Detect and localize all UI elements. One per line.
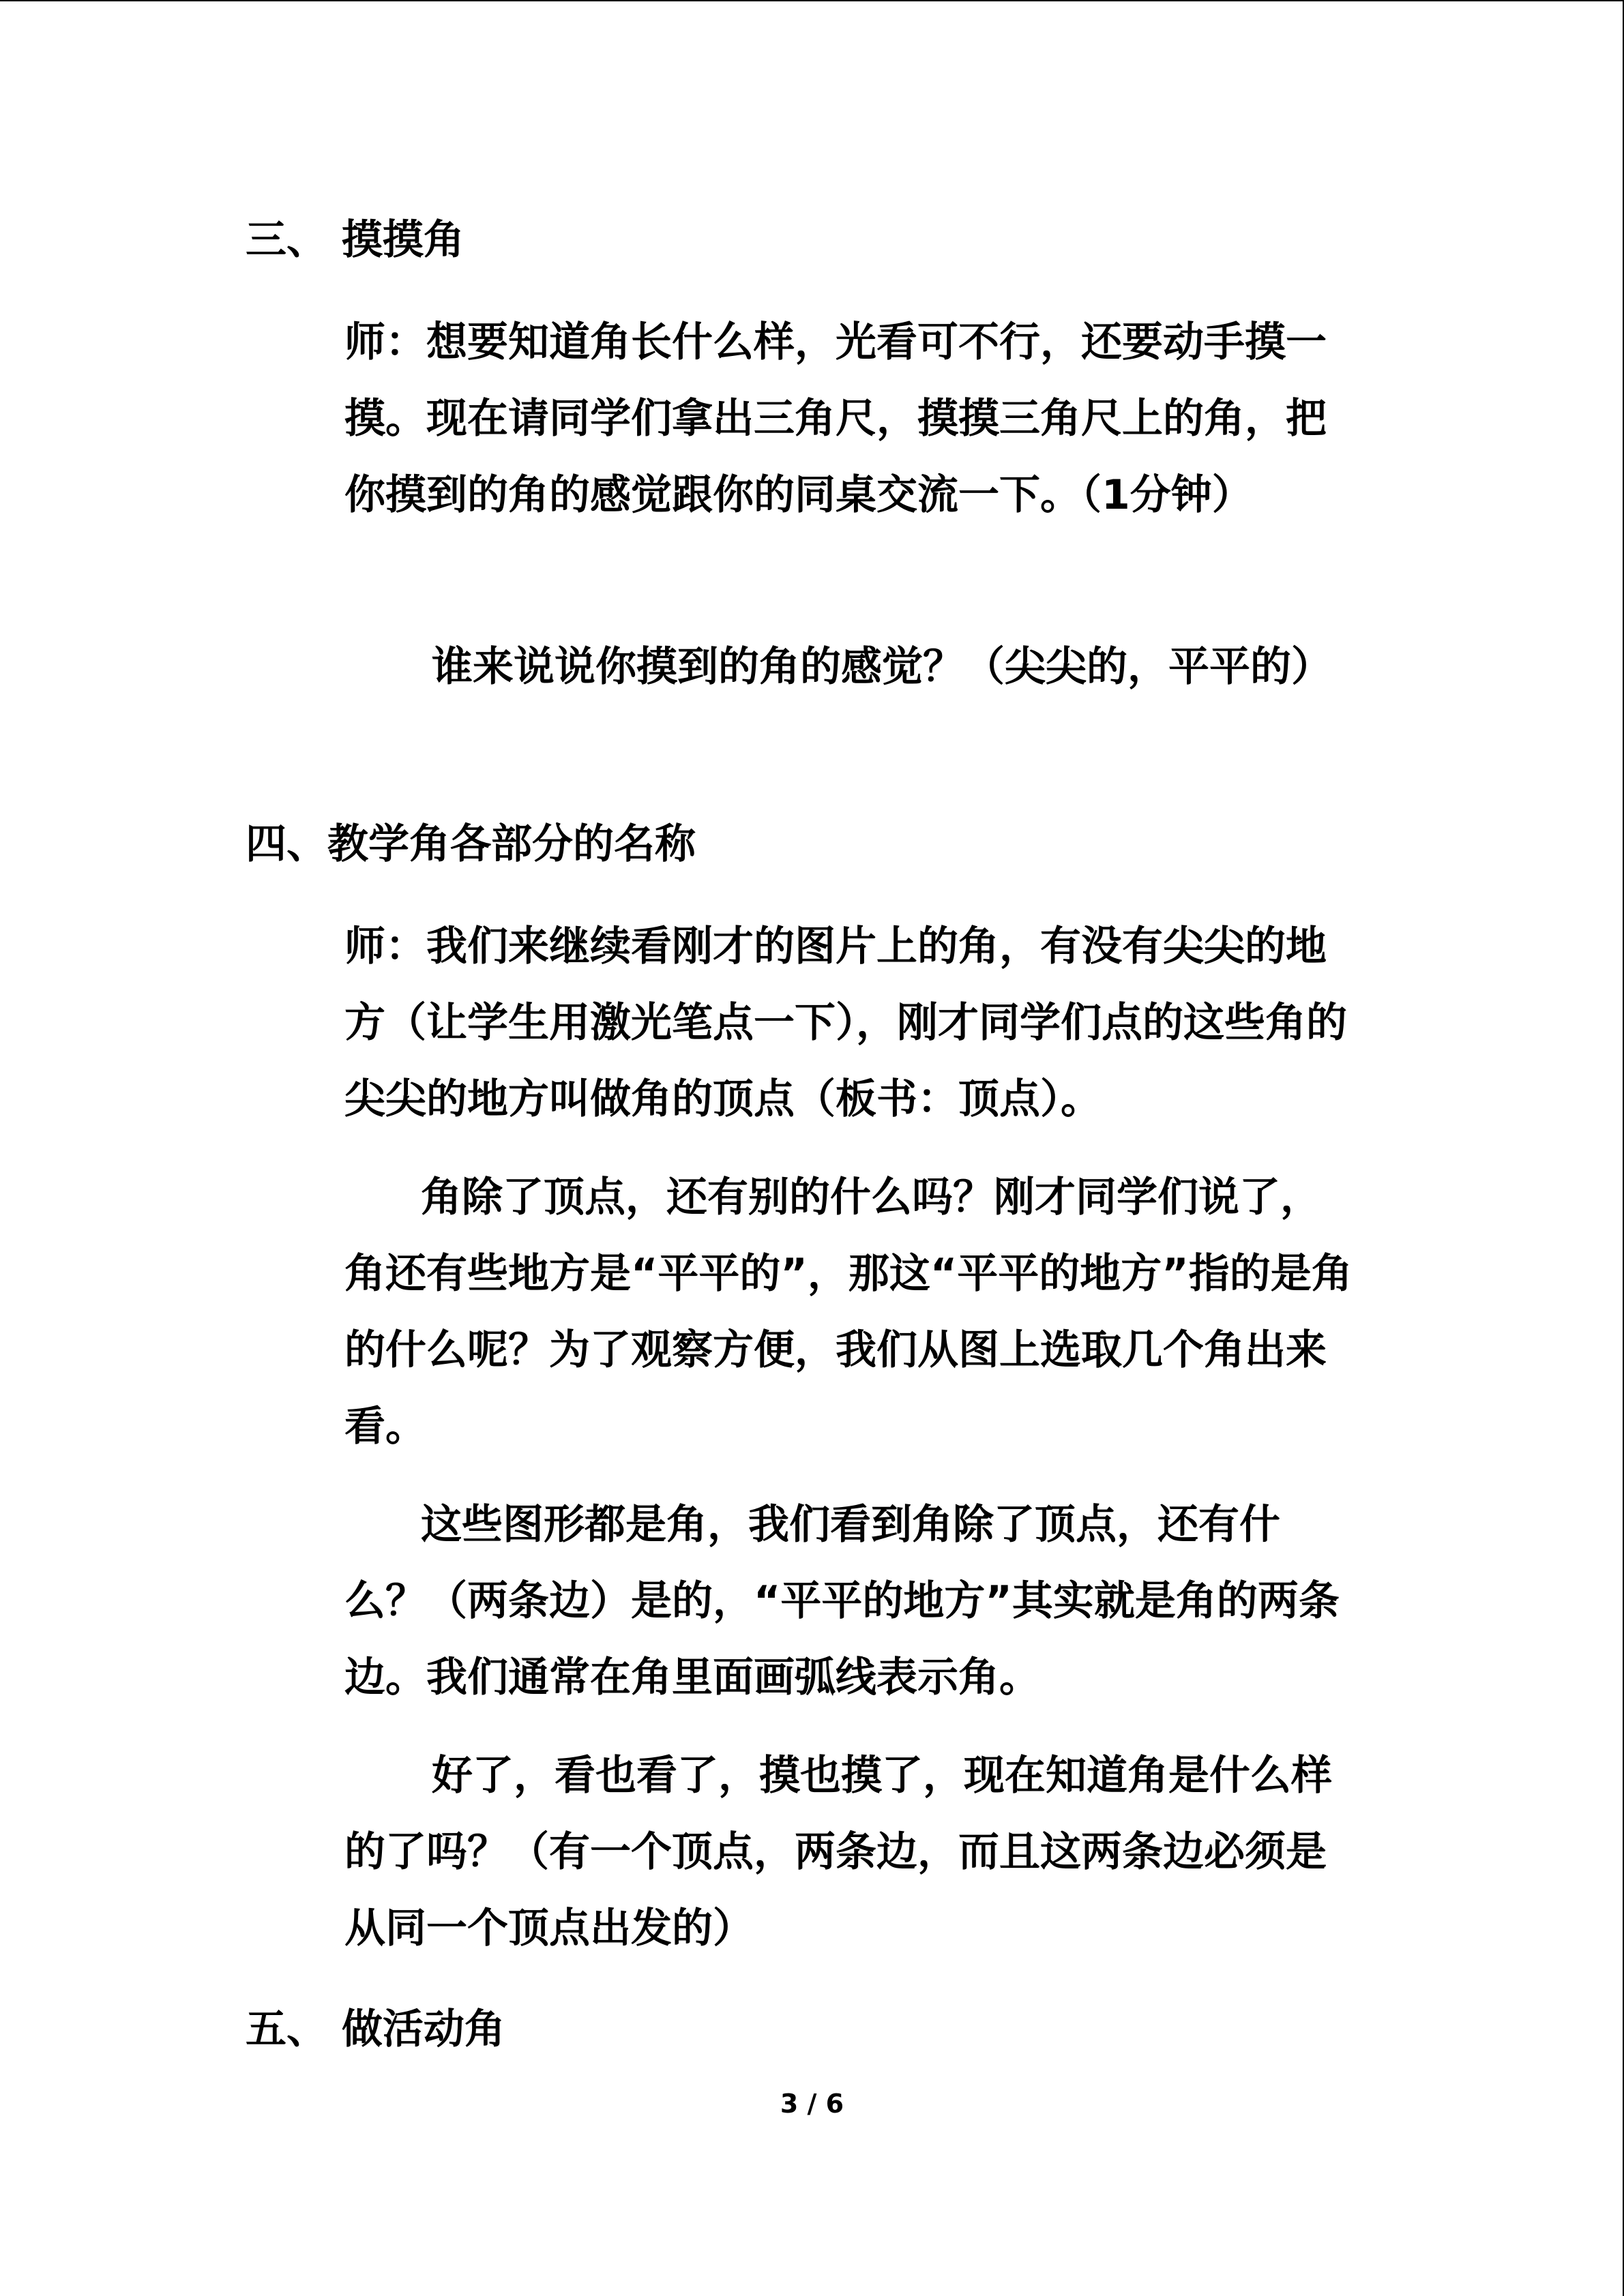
- section-heading-3: 三、 摸摸角: [246, 216, 464, 264]
- page-top-border: [0, 0, 1624, 1]
- page-number: 3 / 6: [780, 2089, 844, 2119]
- paragraph-touch-angle: 师：想要知道角长什么样，光看可不行，还要动手摸一摸。现在请同学们拿出三角尺，摸摸三角尺上的角，把你摸到的角的感觉跟你的同桌交流一下。（1分钟）: [344, 318, 1327, 519]
- paragraph-two-sides: 这些图形都是角，我们看到角除了顶点，还有什么？（两条边）是的，“平平的地方”其实就是角的两条边。我们通常在角里面画弧线表示角。: [344, 1501, 1340, 1701]
- paragraph-angle-summary: 好了，看也看了，摸也摸了，现在知道角是什么样的了吗？（有一个顶点，两条边，而且这两条边必须是从同一个顶点出发的）: [344, 1752, 1332, 1952]
- paragraph-flat-part: 角除了顶点，还有别的什么吗？刚才同学们说了，角还有些地方是“平平的”，那这“平平的地方”指的是角的什么呢？为了观察方便，我们从图上选取几个角出来看。: [344, 1174, 1353, 1450]
- paragraph-touch-feeling: 谁来说说你摸到的角的感觉？（尖尖的，平平的）: [432, 643, 1332, 691]
- section-heading-5: 五、 做活动角: [246, 2006, 505, 2053]
- section-heading-4: 四、教学角各部分的名称: [246, 820, 696, 868]
- paragraph-vertex: 师：我们来继续看刚才的图片上的角，有没有尖尖的地方（让学生用激光笔点一下），刚才同学们点的这些角的尖尖的地方叫做角的顶点（板书：顶点）。: [344, 923, 1347, 1123]
